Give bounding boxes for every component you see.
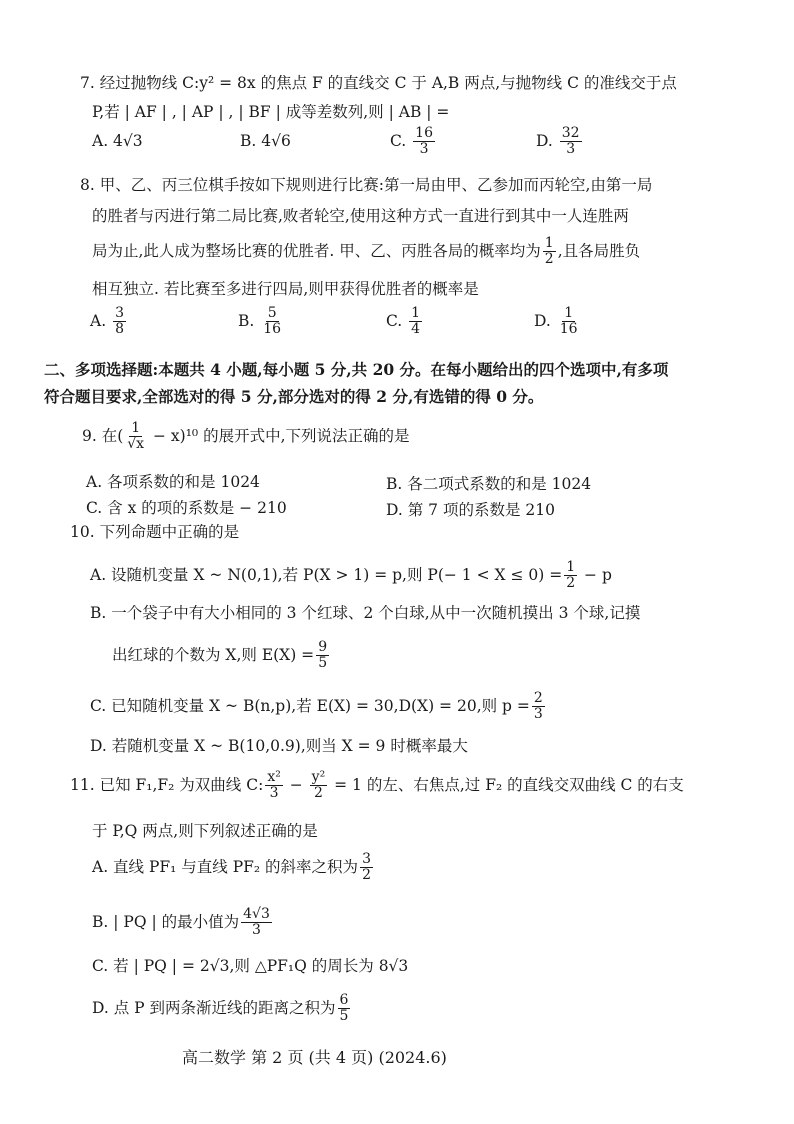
- q10-option-a: [90, 560, 612, 592]
- q10-option-a-tail: − p: [579, 565, 612, 584]
- fraction-numerator: 3: [362, 851, 371, 867]
- q8-option-c-label: C.: [386, 311, 403, 330]
- q8-option-a-fraction: [113, 306, 126, 338]
- fraction-numerator: 5: [267, 305, 277, 321]
- fraction-denominator: 3: [419, 141, 429, 158]
- q8-option-d-fraction: [558, 306, 580, 338]
- q10-option-b-line1: B. 一个袋子中有大小相同的 3 个红球、2 个白球,从中一次随机摸出 3 个球,记摸: [90, 604, 641, 622]
- q9-option-c: C. 含 x 的项的系数是 − 210: [86, 499, 287, 517]
- q10-option-b-fraction: [316, 640, 329, 672]
- q11-stem-line1: [70, 770, 684, 802]
- q11-option-d: [92, 993, 352, 1025]
- fraction-numerator: y²: [311, 769, 326, 785]
- fraction-denominator: 8: [115, 321, 124, 338]
- q8-option-a-label: A.: [90, 311, 107, 330]
- q11-minus: −: [284, 775, 308, 794]
- fraction-numerator: 4√3: [243, 906, 270, 922]
- q9-stem-prefix: 9. 在(: [82, 426, 124, 445]
- q7-option-d: [536, 126, 584, 158]
- q10-option-a-fraction: [564, 560, 577, 592]
- q8-option-d-label: D.: [534, 311, 551, 330]
- q11-option-a-fraction: [360, 852, 373, 884]
- q7-option-c: [390, 126, 437, 158]
- fraction-numerator: 1: [131, 420, 141, 436]
- fraction-numerator: 2: [533, 690, 543, 706]
- q7-option-a: A. 4√3: [92, 132, 143, 150]
- fraction-numerator: 1: [411, 305, 421, 321]
- q11-option-b: [92, 907, 274, 939]
- fraction-numerator: 32: [561, 125, 580, 141]
- q7-stem-line1: 7. 经过抛物线 C:y² = 8x 的焦点 F 的直线交 C 于 A,B 两点,与抛物线 C 的准线交于点: [80, 74, 677, 92]
- fraction-denominator: 3: [252, 922, 261, 939]
- fraction-denominator: 16: [559, 321, 578, 338]
- fraction-numerator: 16: [415, 125, 433, 141]
- q11-option-d-text: D. 点 P 到两条渐近线的距离之积为: [92, 998, 336, 1017]
- q8-option-b: [238, 306, 285, 338]
- q8-option-c: [386, 306, 424, 338]
- q10-option-c: [90, 691, 547, 723]
- fraction-numerator: 1: [564, 305, 574, 321]
- fraction-numerator: 1: [566, 559, 576, 575]
- q11-stem-prefix: 11. 已知 F₁,F₂ 为双曲线 C:: [70, 775, 264, 794]
- q9-stem-suffix: − x)¹⁰ 的展开式中,下列说法正确的是: [148, 426, 410, 445]
- fraction-denominator: 2: [544, 251, 554, 268]
- q7-option-c-fraction: [413, 126, 435, 158]
- fraction-denominator: 3: [566, 141, 576, 158]
- fraction-denominator: 3: [269, 785, 279, 802]
- q10-option-d: D. 若随机变量 X ~ B(10,0.9),则当 X = 9 时概率最大: [90, 737, 468, 755]
- q11-option-c: C. 若 | PQ | = 2√3,则 △PF₁Q 的周长为 8√3: [92, 957, 409, 975]
- q10-option-c-fraction: [532, 691, 545, 723]
- q8-stem-line3-text: 局为止,此人成为整场比赛的优胜者. 甲、乙、丙胜各局的概率均为: [92, 241, 541, 260]
- q9-option-a: A. 各项系数的和是 1024: [86, 473, 260, 491]
- q11-option-b-text: B. | PQ | 的最小值为: [92, 912, 240, 931]
- fraction-numerator: x²: [267, 769, 281, 785]
- fraction-numerator: 1: [544, 235, 554, 251]
- q9-option-b: B. 各二项式系数的和是 1024: [386, 475, 592, 493]
- q8-stem-line1: 8. 甲、乙、丙三位棋手按如下规则进行比赛:第一局由甲、乙参加而丙轮空,由第一局: [80, 176, 653, 194]
- q10-option-a-text: A. 设随机变量 X ~ N(0,1),若 P(X > 1) = p,则 P(− 1 < X ≤ 0) =: [90, 565, 563, 584]
- q11-option-a-text: A. 直线 PF₁ 与直线 PF₂ 的斜率之积为: [92, 857, 359, 876]
- section2-instructions-line1: 二、多项选择题:本题共 4 小题,每小题 5 分,共 20 分。在每小题给出的四个选项中,有多项: [44, 360, 669, 379]
- q8-stem-line3: [92, 236, 640, 268]
- q9-option-d: D. 第 7 项的系数是 210: [386, 501, 555, 519]
- fraction-denominator: 5: [339, 1008, 349, 1025]
- page-footer: 高二数学 第 2 页 (共 4 页) (2024.6): [182, 1048, 447, 1067]
- q8-option-c-fraction: [409, 306, 422, 338]
- q11-option-d-fraction: [338, 993, 351, 1025]
- q7-stem-line2: P,若 | AF | , | AP | , | BF | 成等差数列,则 | AB | =: [92, 103, 450, 121]
- q10-option-b-line2: [112, 640, 331, 672]
- q10-option-b-text: 出红球的个数为 X,则 E(X) =: [112, 645, 315, 664]
- q8-stem-line4: 相互独立. 若比赛至多进行四局,则甲获得优胜者的概率是: [92, 280, 479, 298]
- q8-option-b-label: B.: [238, 311, 255, 330]
- q8-option-a: [90, 306, 128, 338]
- q11-option-b-fraction: [241, 907, 272, 939]
- q7-option-b: B. 4√6: [240, 132, 291, 150]
- q7-option-d-fraction: [560, 126, 582, 158]
- fraction-numerator: 3: [115, 305, 124, 321]
- q11-fraction-y: [310, 770, 328, 802]
- fraction-denominator: 16: [263, 321, 282, 338]
- q11-fraction-x: [265, 770, 283, 802]
- q10-stem: 10. 下列命题中正确的是: [70, 523, 240, 541]
- fraction-denominator: √x: [127, 436, 145, 453]
- fraction-denominator: 2: [566, 575, 576, 592]
- section2-instructions-line2: 符合题目要求,全部选对的得 5 分,部分选对的得 2 分,有选错的得 0 分。: [44, 387, 544, 406]
- q8-option-d: [534, 306, 582, 338]
- q9-stem: [82, 421, 410, 453]
- fraction-denominator: 5: [318, 655, 328, 672]
- q8-option-b-fraction: [261, 306, 283, 338]
- fraction-denominator: 2: [362, 867, 371, 884]
- q11-stem-suffix: = 1 的左、右焦点,过 F₂ 的直线交双曲线 C 的右支: [329, 775, 684, 794]
- q7-option-c-label: C.: [390, 131, 407, 150]
- q10-option-c-text: C. 已知随机变量 X ~ B(n,p),若 E(X) = 30,D(X) = 20,则 p =: [90, 696, 530, 715]
- fraction-denominator: 4: [411, 321, 421, 338]
- q8-probability-fraction: [543, 236, 556, 268]
- fraction-denominator: 3: [533, 706, 543, 723]
- fraction-numerator: 9: [318, 639, 328, 655]
- fraction-denominator: 2: [313, 785, 323, 802]
- q7-option-d-label: D.: [536, 131, 553, 150]
- q8-stem-line3-tail: ,且各局胜负: [557, 241, 641, 260]
- fraction-numerator: 6: [339, 992, 349, 1008]
- q8-stem-line2: 的胜者与丙进行第二局比赛,败者轮空,使用这种方式一直进行到其中一人连胜两: [92, 207, 629, 225]
- q11-option-a: [92, 852, 375, 884]
- q9-fraction: [125, 421, 146, 453]
- q11-stem-line2: 于 P,Q 两点,则下列叙述正确的是: [92, 822, 318, 840]
